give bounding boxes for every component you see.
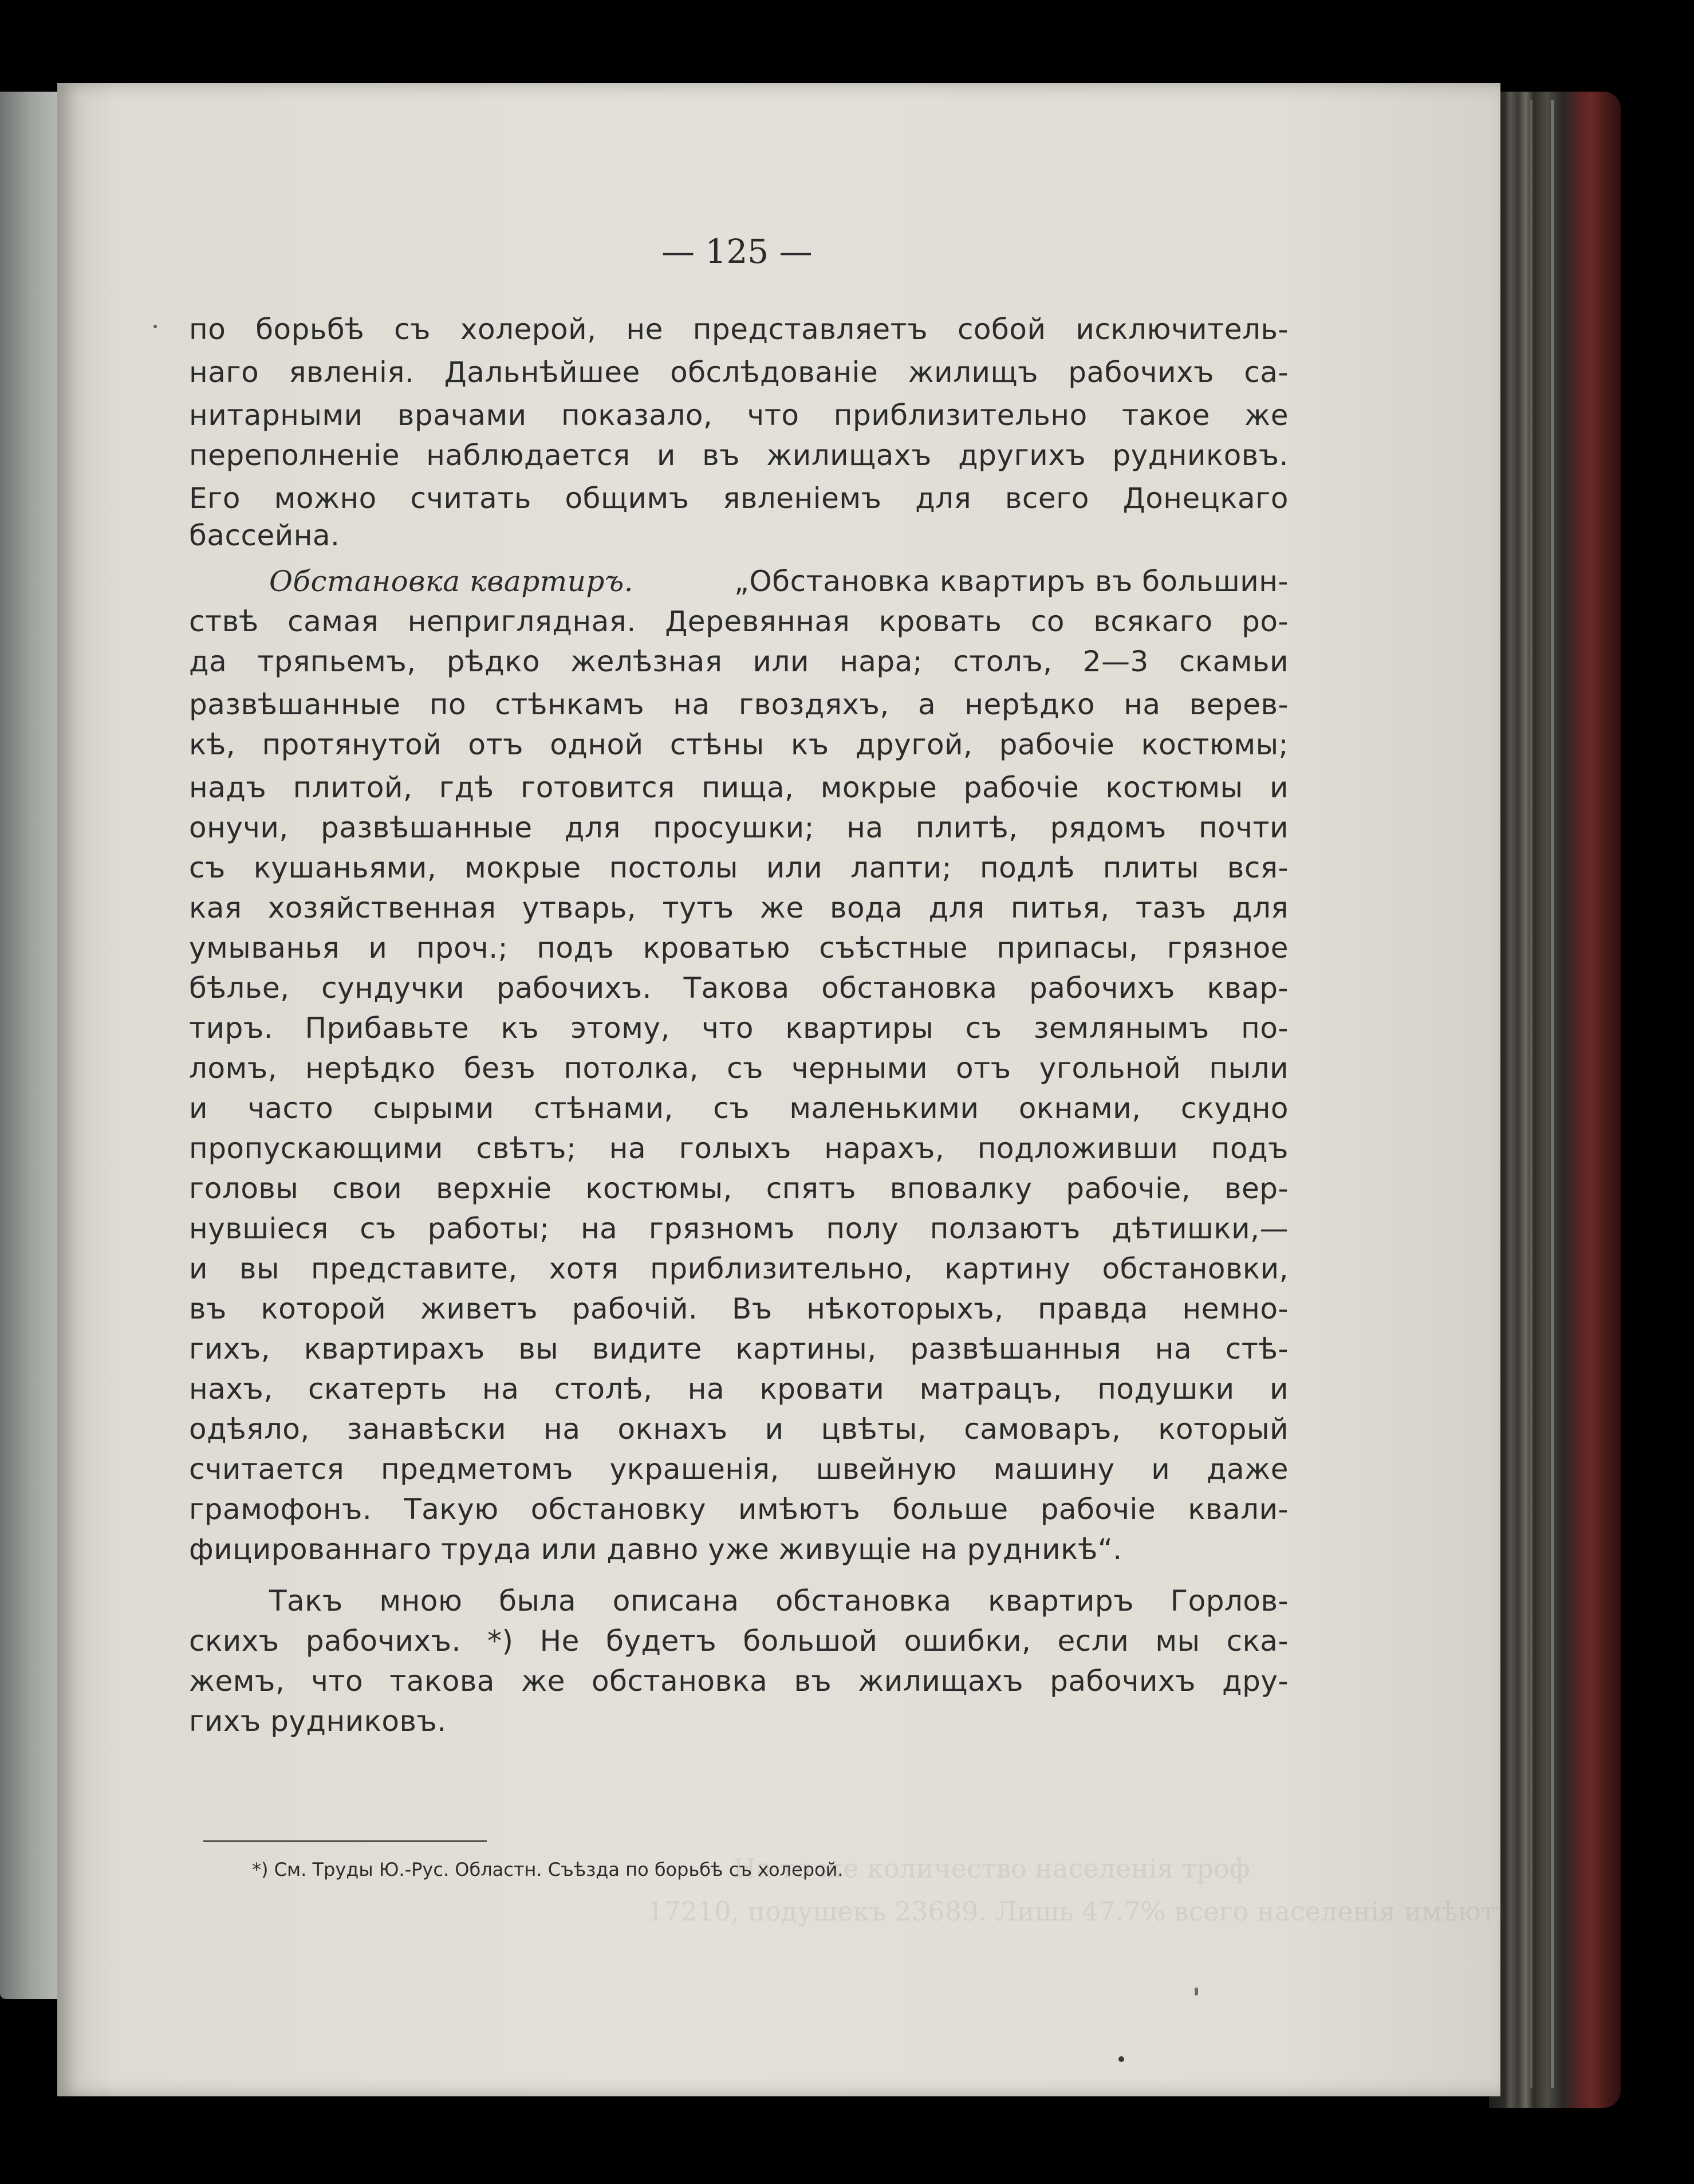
text-line: тиръ. Прибавьте къ этому, что квартиры съ землянымъ по- [189, 1012, 1289, 1045]
bleed-through-text: 17210, подушекъ 23689. Лишь 47.7% всего населенія имѣютъ [647, 1896, 1512, 1927]
text-line: ломъ, нерѣдко безъ потолка, съ черными отъ угольной пыли [189, 1052, 1289, 1085]
text-line: гихъ, квартирахъ вы видите картины, развѣшанныя на стѣ- [189, 1332, 1289, 1366]
paper-speck [153, 325, 157, 328]
text-line: умыванья и проч.; подъ кроватью съѣстные припасы, грязное [189, 931, 1289, 965]
text-line: фицированнаго труда или давно уже живущіе на рудникѣ“. [189, 1533, 1122, 1566]
section-heading: Обстановка квартиръ. [269, 565, 634, 598]
text-line: нувшіеся съ работы; на грязномъ полу ползаютъ дѣтишки,— [189, 1212, 1289, 1245]
text-line: головы свои верхніе костюмы, спятъ вповалку рабочіе, вер- [189, 1172, 1289, 1205]
paper-speck [1118, 2056, 1124, 2062]
text-line: грамофонъ. Такую обстановку имѣютъ больше рабочіе квали- [189, 1493, 1289, 1526]
text-line: надъ плитой, гдѣ готовится пища, мокрые рабочіе костюмы и [189, 771, 1289, 804]
footnote-rule [203, 1840, 487, 1842]
paper-speck [1195, 1988, 1198, 1996]
text-line: пропускающими свѣтъ; на голыхъ нарахъ, подложивши подъ [189, 1132, 1289, 1165]
text-line: Его можно считать общимъ явленіемъ для всего Донецкаго [189, 482, 1289, 515]
book-page-edges [1489, 92, 1621, 2108]
text-line: гихъ рудниковъ. [189, 1705, 447, 1738]
text-line: считается предметомъ украшенія, швейную машину и даже [189, 1453, 1289, 1486]
page-edge-line [1530, 100, 1533, 2088]
bleed-through-text: На то же количество населенія троф [733, 1853, 1250, 1884]
text-line: одѣяло, занавѣски на окнахъ и цвѣты, самоваръ, который [189, 1412, 1289, 1446]
text-line: кѣ, протянутой отъ одной стѣны къ другой, рабочіе костюмы; [189, 728, 1289, 761]
text-line: переполненіе наблюдается и въ жилищахъ другихъ рудниковъ. [189, 439, 1289, 472]
text-line [189, 564, 1289, 599]
text-line: нитарными врачами показало, что приблизительно такое же [189, 399, 1289, 432]
text-line: наго явленія. Дальнѣйшее обслѣдованіе жилищъ рабочихъ са- [189, 356, 1289, 389]
text-line: скихъ рабочихъ. *) Не будетъ большой ошибки, если мы ска- [189, 1624, 1289, 1658]
text-line: кая хозяйственная утварь, тутъ же вода для питья, тазъ для [189, 891, 1289, 924]
text-line: бассейна. [189, 519, 340, 552]
text-line: бѣлье, сундучки рабочихъ. Такова обстановка рабочихъ квар- [189, 971, 1289, 1005]
text-line: и часто сырыми стѣнами, съ маленькими окнами, скудно [189, 1092, 1289, 1125]
text-line: ствѣ самая неприглядная. Деревянная кровать со всякаго ро- [189, 605, 1289, 638]
text-line-remainder: „Обстановка квартиръ въ большин- [734, 565, 1289, 598]
text-line: и вы представите, хотя приблизительно, картину обстановки, [189, 1252, 1289, 1285]
text-line: по борьбѣ съ холерой, не представляетъ собой исключитель- [189, 313, 1289, 346]
text-line: жемъ, что такова же обстановка въ жилищахъ рабочихъ дру- [189, 1664, 1289, 1698]
text-line: съ кушаньями, мокрые постолы или лапти; подлѣ плиты вся- [189, 851, 1289, 884]
text-line: развѣшанные по стѣнкамъ на гвоздяхъ, а нерѣдко на верев- [189, 688, 1289, 721]
page-edge-line [1551, 100, 1554, 2088]
footnote: *) См. Труды Ю.-Рус. Областн. Съѣзда по борьбѣ съ холерой. [252, 1859, 844, 1880]
text-line: нахъ, скатерть на столѣ, на кровати матрацъ, подушки и [189, 1372, 1289, 1406]
text-line: да тряпьемъ, рѣдко желѣзная или нара; столъ, 2—3 скамьи [189, 645, 1289, 678]
text-line: Такъ мною была описана обстановка квартиръ Горлов- [269, 1584, 1289, 1618]
page-number: — 125 — [661, 232, 813, 271]
text-line: въ которой живетъ рабочій. Въ нѣкоторыхъ, правда немно- [189, 1292, 1289, 1325]
text-line: онучи, развѣшанные для просушки; на плитѣ, рядомъ почти [189, 811, 1289, 844]
